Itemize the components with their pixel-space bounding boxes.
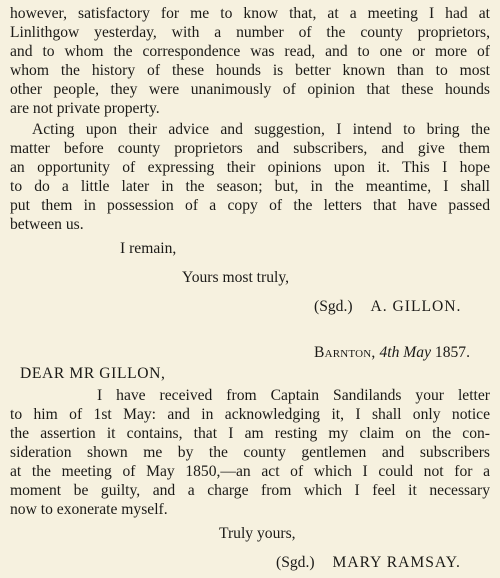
letter1-p2-line-3: an opportunity of expressing their opinions upon it. This I hope (10, 159, 490, 176)
letter2-signature-prefix: (Sgd.) (276, 554, 315, 571)
letter1-closing-yours: Yours most truly, (182, 269, 290, 286)
letter2-body-line-1: I have received from Captain Sandilands your letter (97, 387, 490, 404)
letter1-p1-line-6: are not private property. (10, 100, 160, 117)
letter2-date-year: 1857. (434, 344, 470, 361)
letter1-p1-line-4: whom the history of these hounds is better known than to most (10, 62, 490, 79)
letter2-dateline (314, 343, 470, 362)
letter1-p2-line-2: matter before county proprietors and subscribers, and give them (10, 140, 490, 157)
letter2-body-line-3: the assertion it contains, that I am resting my claim on the con- (10, 425, 490, 442)
letter2-body-line-7: now to exonerate myself. (10, 501, 168, 518)
letter1-p1-line-3: and to whom the correspondence was read, and to one or more of (10, 43, 490, 60)
letter2-body-line-2: to him of 1st May: and in acknowledging it, I shall only notice (10, 406, 490, 423)
letter2-date-day: 4th May (379, 344, 431, 361)
letter1-p1-line-1: however, satisfactory for me to know that, at a meeting I had at (10, 5, 490, 22)
letter1-p2-line-1: Acting upon their advice and suggestion, I intend to bring the (32, 121, 490, 138)
letter2-place: Barnton, (314, 344, 376, 361)
letter1-closing-remain: I remain, (120, 240, 177, 257)
letter1-p2-line-5: put them in possession of a copy of the letters that have passed (10, 197, 490, 214)
letter1-signature (314, 297, 461, 316)
letter1-p1-line-2: Linlithgow yesterday, with a number of the county proprietors, (10, 24, 490, 41)
letter1-signature-prefix: (Sgd.) (314, 298, 353, 315)
letter1-p1-line-5: other people, they were unanimously of opinion that these hounds (10, 81, 490, 98)
letter1-p2-line-4: to do a little later in the season; but, in the meantime, I shall (10, 178, 490, 195)
letter2-body-line-6: moment be guilty, and a charge from which I feel it necessary (10, 482, 490, 499)
letter1-p2-line-6: between us. (10, 216, 84, 233)
letter2-signature-name: MARY RAMSAY. (332, 554, 461, 571)
letter2-body-line-5: at the meeting of May 1850,—an act of which I could not for a (10, 463, 490, 480)
letter2-signature (276, 553, 461, 572)
letter2-body-line-4: sideration shown me by the county gentlemen and subscribers (10, 444, 490, 461)
letter2-closing: Truly yours, (219, 525, 296, 542)
letter1-signature-name: A. GILLON. (370, 298, 462, 315)
letter2-salutation: DEAR MR GILLON, (20, 365, 166, 382)
